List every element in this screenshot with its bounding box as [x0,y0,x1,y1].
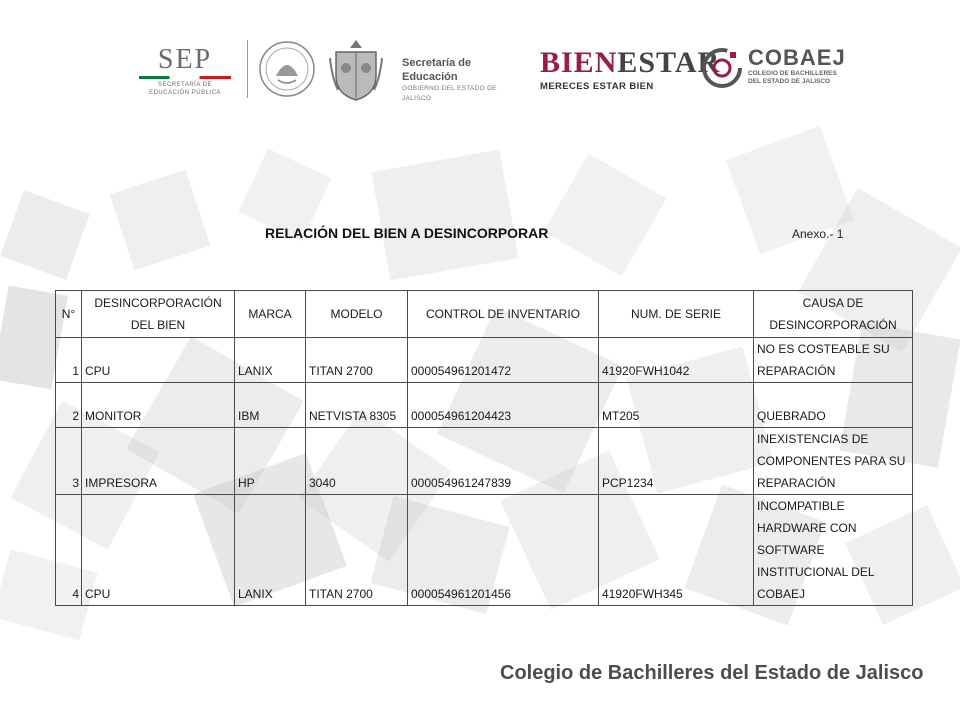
header-cause: CAUSA DE DESINCORPORACIÓN [754,291,913,338]
header-inventory-control: CONTROL DE INVENTARIO [408,291,599,338]
header-item: DESINCORPORACIÓN DEL BIEN [82,291,235,338]
cell-model: TITAN 2700 [306,338,408,383]
header-number: N° [56,291,82,338]
cell-serial-number: 41920FWH345 [599,495,754,606]
cell-inventory-control: 000054961201456 [408,495,599,606]
cobaej-logo-sub1: COLEGIO DE BACHILLERES [748,70,837,77]
table-row [56,428,913,495]
cell-number: 2 [56,383,82,428]
sep-logo-sub2: EDUCACIÓN PÚBLICA [149,90,221,96]
cell-model: NETVISTA 8305 [306,383,408,428]
cell-item: CPU [82,495,235,606]
bienestar-logo [540,46,721,93]
cell-inventory-control: 000054961204423 [408,383,599,428]
bienestar-logo-part1: BIEN [540,46,618,79]
table-row [56,383,913,428]
cell-inventory-control: 000054961201472 [408,338,599,383]
cell-number: 1 [56,338,82,383]
cell-inventory-control: 000054961247839 [408,428,599,495]
document-title: RELACIÓN DEL BIEN A DESINCORPORAR [265,225,549,241]
inventory-table [55,290,913,606]
cell-serial-number: PCP1234 [599,428,754,495]
table-row [56,338,913,383]
cell-cause: QUEBRADO [754,383,913,428]
cell-cause: INCOMPATIBLE HARDWARE CON SOFTWARE INSTITUCIONAL DEL COBAEJ [754,495,913,606]
cell-brand: HP [235,428,306,495]
cell-number: 4 [56,495,82,606]
sep-logo-sub1: SECRETARÍA DE [157,82,213,88]
header-brand: MARCA [235,291,306,338]
sep-logo-word: SEP [157,44,213,75]
cell-serial-number: MT205 [599,383,754,428]
cobaej-logo-title: COBAEJ [748,45,846,70]
cobaej-logo-sub2: DEL ESTADO DE JALISCO [748,78,831,85]
table-header-row [56,291,913,338]
logo-divider [247,40,248,98]
footer-institution-name: Colegio de Bachilleres del Estado de Jalisco [500,662,924,684]
sep-flag-bar [139,76,231,79]
cobaej-logo [748,46,848,86]
cell-model: 3040 [306,428,408,495]
sep-logo [135,46,235,97]
secretaria-educacion-logo [402,56,527,104]
table-row [56,495,913,606]
cell-model: TITAN 2700 [306,495,408,606]
jalisco-shield-icon [328,38,384,102]
bienestar-slogan: MERECES ESTAR BIEN [540,81,654,92]
secretaria-educacion-title: Secretaría de Educación [402,57,472,83]
cell-serial-number: 41920FWH1042 [599,338,754,383]
cobaej-emblem-icon [700,46,744,90]
gobierno-jalisco-subtitle: GOBIERNO DEL ESTADO DE JALISCO [402,85,497,102]
cell-brand: LANIX [235,495,306,606]
cell-brand: LANIX [235,338,306,383]
cell-item: MONITOR [82,383,235,428]
cell-number: 3 [56,428,82,495]
cell-item: CPU [82,338,235,383]
cell-item: IMPRESORA [82,428,235,495]
cell-cause: INEXISTENCIAS DE COMPONENTES PARA SU REPARACIÓN [754,428,913,495]
header-model: MODELO [306,291,408,338]
cell-brand: IBM [235,383,306,428]
header-serial-number: NUM. DE SERIE [599,291,754,338]
bienestar-logo-part2: ESTAR [617,46,721,79]
mexico-seal-icon [258,40,316,98]
cell-cause: NO ES COSTEABLE SU REPARACIÓN [754,338,913,383]
annex-label: Anexo.- 1 [792,227,844,241]
logo-strip [0,30,960,110]
